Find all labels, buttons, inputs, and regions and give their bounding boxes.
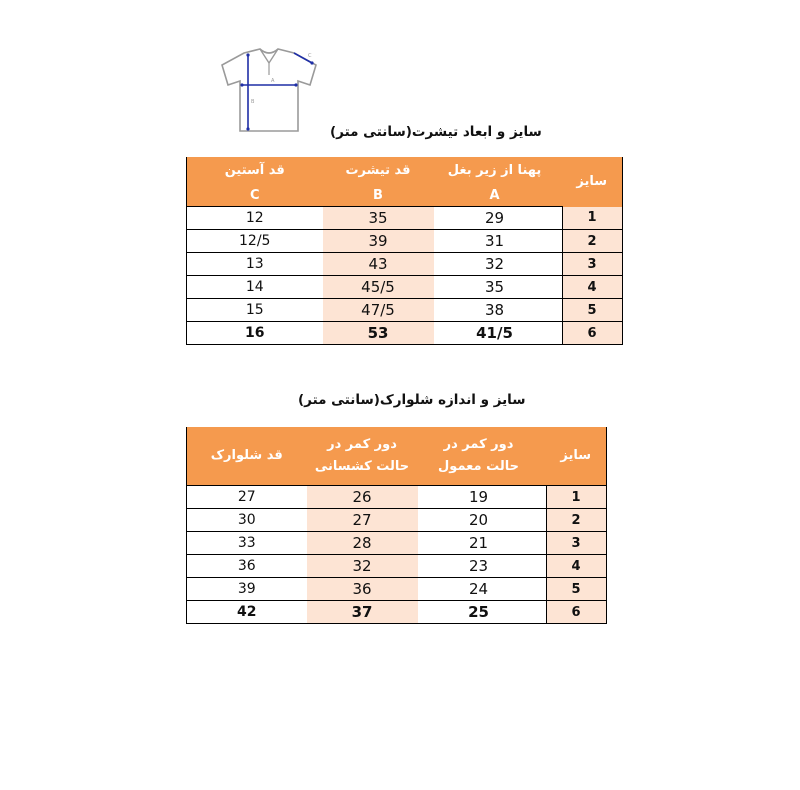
table-row <box>187 207 623 230</box>
cell-size: 3 <box>546 532 606 555</box>
header-letter-a: A <box>434 184 556 207</box>
cell-size: 1 <box>562 207 622 230</box>
shirt-outline <box>222 49 316 131</box>
cell-size: 1 <box>546 486 606 509</box>
cell-a: 35 <box>434 276 556 299</box>
cell-c: 16 <box>187 322 323 345</box>
shorts-size-table <box>186 427 607 624</box>
shirt-size-table <box>186 157 623 345</box>
header-shirt-length: قد تیشرت <box>323 157 434 184</box>
cell-a: 31 <box>434 230 556 253</box>
header-chest-width: پهنا از زیر بغل <box>434 157 556 184</box>
table-row <box>187 532 607 555</box>
cell-b: 53 <box>323 322 434 345</box>
cell-b: 27 <box>307 509 418 532</box>
table-row <box>187 322 623 345</box>
header-normal-waist: دور کمر در حالت معمول <box>418 427 540 486</box>
header-shorts-length: قد شلوارک <box>187 427 307 486</box>
cell-b: 37 <box>307 601 418 624</box>
header-letter-c: C <box>187 184 323 207</box>
diagram-label-b: B <box>251 99 255 105</box>
header-letter-b: B <box>323 184 434 207</box>
cell-a: 29 <box>434 207 556 230</box>
cell-size: 6 <box>546 601 606 624</box>
header-sleeve-length: قد آستین <box>187 157 323 184</box>
cell-a: 21 <box>418 532 540 555</box>
table-row <box>187 555 607 578</box>
header-size: سایز <box>546 427 606 486</box>
cell-c: 27 <box>187 486 307 509</box>
cell-size: 6 <box>562 322 622 345</box>
cell-a: 23 <box>418 555 540 578</box>
cell-a: 32 <box>434 253 556 276</box>
cell-c: 33 <box>187 532 307 555</box>
cell-size: 5 <box>562 299 622 322</box>
cell-size: 4 <box>546 555 606 578</box>
cell-c: 12 <box>187 207 323 230</box>
table-row <box>187 276 623 299</box>
table-row <box>187 509 607 532</box>
cell-a: 41/5 <box>434 322 556 345</box>
shorts-table-caption: سایز و اندازه شلوارک(سانتی متر) <box>298 392 526 408</box>
cell-size: 3 <box>562 253 622 276</box>
diagram-label-c: C <box>308 53 312 59</box>
cell-b: 36 <box>307 578 418 601</box>
cell-b: 32 <box>307 555 418 578</box>
diagram-label-a: A <box>271 78 275 84</box>
cell-size: 5 <box>546 578 606 601</box>
header-size: سایز <box>562 157 622 207</box>
table-row <box>187 253 623 276</box>
cell-a: 24 <box>418 578 540 601</box>
cell-a: 20 <box>418 509 540 532</box>
cell-c: 12/5 <box>187 230 323 253</box>
cell-b: 43 <box>323 253 434 276</box>
cell-b: 35 <box>323 207 434 230</box>
table-row <box>187 299 623 322</box>
cell-b: 26 <box>307 486 418 509</box>
shirt-table-caption: سایز و ابعاد تیشرت(سانتی متر) <box>330 124 542 140</box>
cell-c: 13 <box>187 253 323 276</box>
cell-size: 4 <box>562 276 622 299</box>
cell-c: 15 <box>187 299 323 322</box>
cell-a: 38 <box>434 299 556 322</box>
table-row <box>187 601 607 624</box>
cell-c: 30 <box>187 509 307 532</box>
table-row <box>187 578 607 601</box>
cell-b: 47/5 <box>323 299 434 322</box>
cell-c: 42 <box>187 601 307 624</box>
cell-size: 2 <box>562 230 622 253</box>
cell-size: 2 <box>546 509 606 532</box>
cell-a: 25 <box>418 601 540 624</box>
table-row <box>187 486 607 509</box>
cell-a: 19 <box>418 486 540 509</box>
cell-c: 36 <box>187 555 307 578</box>
table-row <box>187 230 623 253</box>
cell-b: 28 <box>307 532 418 555</box>
cell-c: 39 <box>187 578 307 601</box>
header-elastic-waist: دور کمر در حالت کشسانی <box>307 427 418 486</box>
cell-b: 39 <box>323 230 434 253</box>
shirt-diagram <box>216 45 322 137</box>
cell-b: 45/5 <box>323 276 434 299</box>
cell-c: 14 <box>187 276 323 299</box>
